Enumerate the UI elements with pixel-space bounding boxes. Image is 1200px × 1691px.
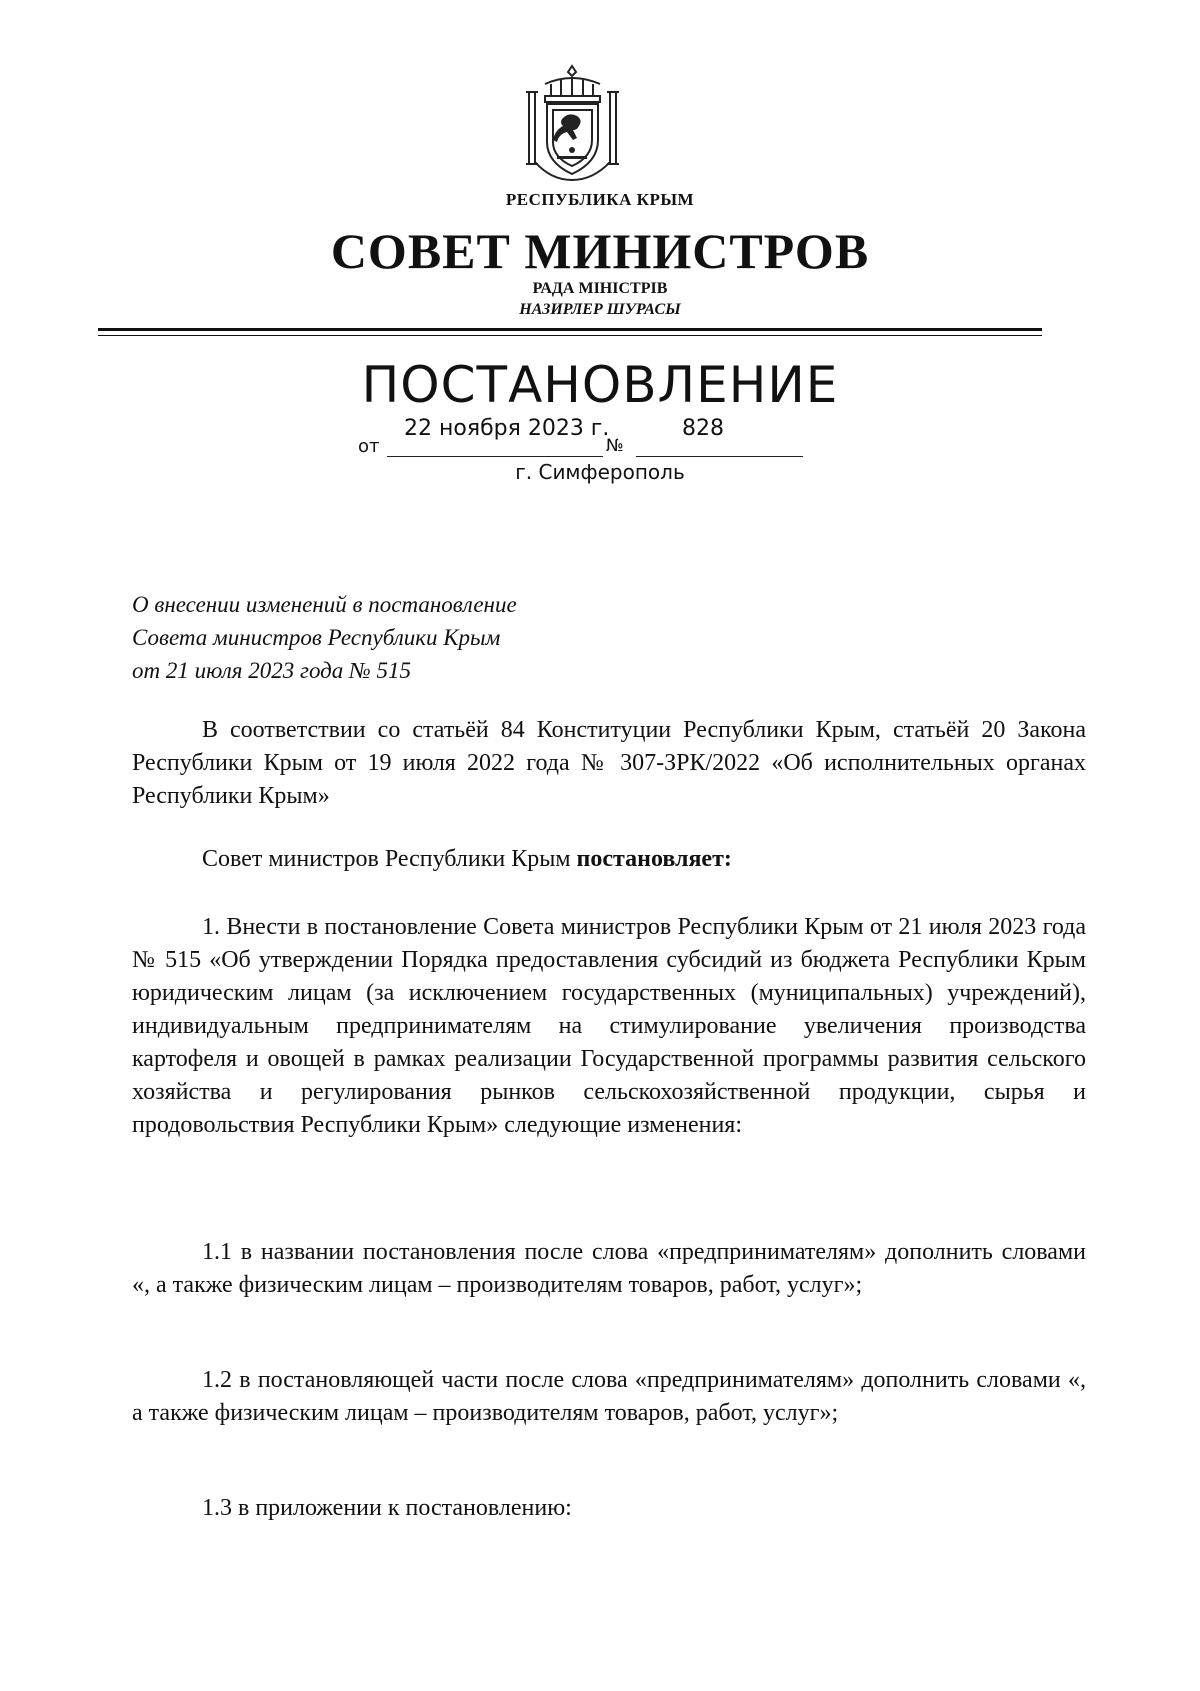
clause-1-paragraph xyxy=(132,911,1086,1142)
subject-line: О внесении изменений в постановление xyxy=(132,592,517,617)
date-underline xyxy=(387,456,603,457)
clause-1-3-paragraph xyxy=(132,1492,1086,1525)
coat-of-arms-icon xyxy=(521,62,624,182)
date-number-row xyxy=(358,416,803,457)
date-prefix: от xyxy=(358,436,380,457)
header-rule-thick xyxy=(98,328,1042,331)
paragraph-text: 1.3 в приложении к постановлению: xyxy=(202,1495,572,1521)
header-rule-thin xyxy=(98,335,1042,336)
decree-city: г. Симферополь xyxy=(515,460,685,484)
paragraph-text: В соответствии со статьёй 84 Конституции Республики Крым, статьёй 20 Закона Республики Крым от 19 июля 2022 года № 307-ЗРК/2022 «Об исполнительных органах Республики Крым» xyxy=(132,717,1086,809)
subject-line: Совета министров Республики Крым xyxy=(132,625,501,650)
clause-1-1-paragraph xyxy=(132,1236,1086,1302)
council-title: СОВЕТ МИНИСТРОВ xyxy=(330,223,870,279)
paragraph-text: Совет министров Республики Крым xyxy=(202,846,577,872)
decree-date: 22 ноября 2023 г. xyxy=(404,416,610,441)
subject-line: от 21 июля 2023 года № 515 xyxy=(132,658,411,683)
council-title-ukrainian: РАДА МІНІСТРІВ xyxy=(532,280,668,297)
council-title-crimean-tatar: НАЗИРЛЕР ШУРАСЫ xyxy=(519,301,681,318)
paragraph-text: 1. Внести в постановление Совета министров Республики Крым от 21 июля 2023 года № 515 «Об утверждении Порядка предоставления субсидий из бюджета Республики Крым юридическим лицам (за исключением государственных (муниципальных) учреждений), индивидуальным предпринимателям на стимулирование увеличения производства картофеля и овощей в рамках реализации Государственной программы развития сельского хозяйства и регулирования рынков сельскохозяйственной продукции, сырья и продовольствия Республики Крым» следующие изменения: xyxy=(132,914,1086,1138)
number-sign: № xyxy=(606,436,624,456)
decree-number: 828 xyxy=(682,416,724,441)
preamble-paragraph xyxy=(132,714,1086,813)
resolves-keyword: постановляет: xyxy=(576,846,732,872)
decree-subject xyxy=(132,588,517,687)
decree-title: ПОСТАНОВЛЕНИЕ xyxy=(361,356,839,414)
number-underline xyxy=(636,456,803,457)
republic-name: РЕСПУБЛИКА КРЫМ xyxy=(505,190,695,209)
paragraph-text: 1.2 в постановляющей части после слова «предпринимателям» дополнить словами «, а также физическим лицам – производителям товаров, работ, услуг»; xyxy=(132,1367,1086,1426)
paragraph-text: 1.1 в названии постановления после слова «предпринимателям» дополнить словами «, а также физическим лицам – производителям товаров, работ, услуг»; xyxy=(132,1239,1086,1298)
resolves-paragraph xyxy=(132,843,1086,876)
clause-1-2-paragraph xyxy=(132,1364,1086,1430)
